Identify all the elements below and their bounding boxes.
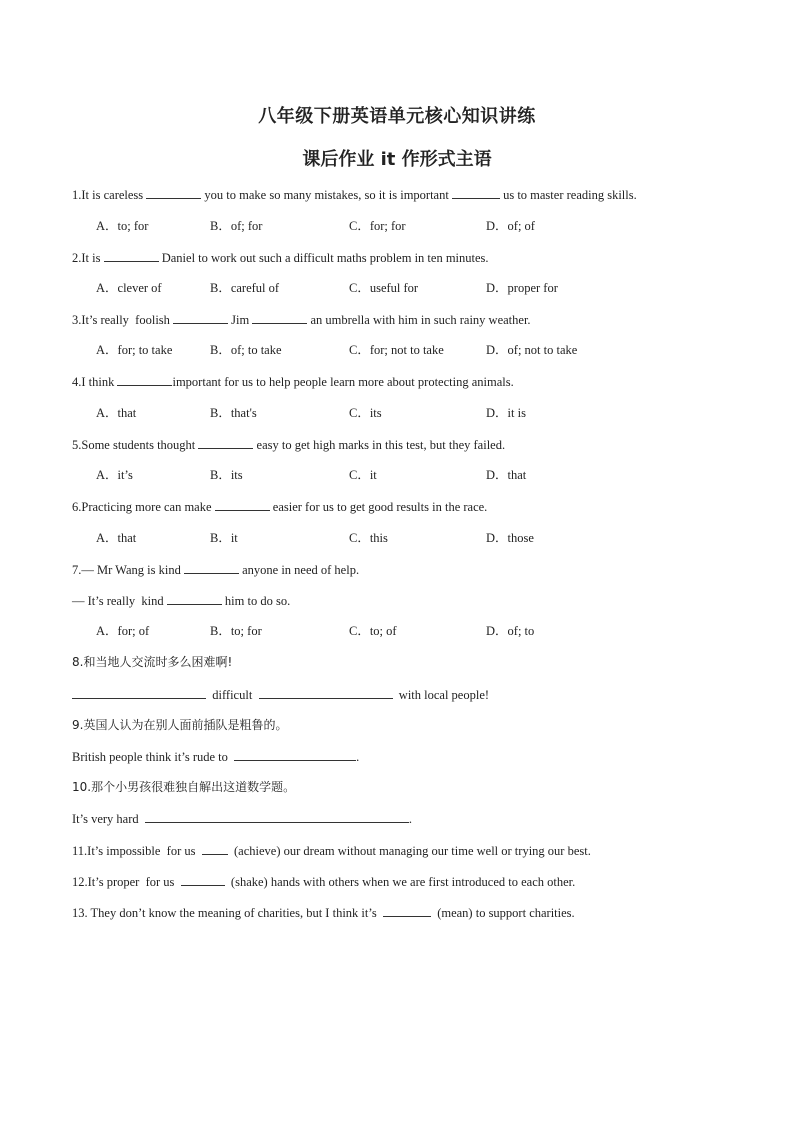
answer-blank[interactable] xyxy=(167,592,222,605)
option-a[interactable]: A．that xyxy=(96,406,137,420)
option-b[interactable]: B．it xyxy=(210,531,238,545)
question-8-answer: difficult with local people! xyxy=(72,686,489,703)
option-a[interactable]: A．clever of xyxy=(96,281,162,295)
answer-blank[interactable] xyxy=(383,904,431,917)
option-c[interactable]: C．its xyxy=(349,406,382,420)
option-b[interactable]: B．its xyxy=(210,468,243,482)
answer-blank[interactable] xyxy=(146,186,201,199)
answer-blank[interactable] xyxy=(234,748,356,761)
option-b[interactable]: B．that's xyxy=(210,406,257,420)
answer-blank[interactable] xyxy=(215,498,270,511)
option-a[interactable]: A．for; to take xyxy=(96,343,173,357)
answer-blank[interactable] xyxy=(104,249,159,262)
question-3: 3.It’s really foolish Jim an umbrella with him in such rainy weather. xyxy=(72,313,531,327)
question-7: 7.— Mr Wang is kind anyone in need of help. xyxy=(72,563,360,577)
option-a[interactable]: A．it’s xyxy=(96,468,133,482)
question-4: 4.I think important for us to help people learn more about protecting animals. xyxy=(72,375,514,389)
option-d[interactable]: D．of; of xyxy=(486,219,535,233)
option-b[interactable]: B．of; to take xyxy=(210,343,282,357)
answer-blank[interactable] xyxy=(72,686,206,699)
answer-blank[interactable] xyxy=(145,810,409,823)
option-c[interactable]: C．for; not to take xyxy=(349,343,444,357)
answer-blank[interactable] xyxy=(198,436,253,449)
answer-blank[interactable] xyxy=(181,873,225,886)
option-c[interactable]: C．it xyxy=(349,468,377,482)
option-c[interactable]: C．to; of xyxy=(349,624,397,638)
option-d[interactable]: D．of; not to take xyxy=(486,343,578,357)
option-c[interactable]: C．this xyxy=(349,531,388,545)
option-c[interactable]: C．useful for xyxy=(349,281,419,295)
question-1: 1.It is careless you to make so many mistakes, so it is important us to master reading skills. xyxy=(72,188,637,202)
option-b[interactable]: B．of; for xyxy=(210,219,263,233)
answer-blank[interactable] xyxy=(452,186,500,199)
question-6: 6.Practicing more can make easier for us to get good results in the race. xyxy=(72,500,488,514)
option-a[interactable]: A．that xyxy=(96,531,137,545)
option-b[interactable]: B．to; for xyxy=(210,624,262,638)
answer-blank[interactable] xyxy=(184,561,239,574)
option-a[interactable]: A．to; for xyxy=(96,219,149,233)
option-d[interactable]: D．that xyxy=(486,468,527,482)
option-d[interactable]: D．proper for xyxy=(486,281,558,295)
question-10-answer: It’s very hard . xyxy=(72,812,413,826)
option-a[interactable]: A．for; of xyxy=(96,624,150,638)
question-13: 13. They don’t know the meaning of charities, but I think it’s (mean) to support charities. xyxy=(72,906,575,920)
answer-blank[interactable] xyxy=(173,311,228,324)
question-2: 2.It is Daniel to work out such a difficult maths problem in ten minutes. xyxy=(72,251,489,265)
option-d[interactable]: D．of; to xyxy=(486,624,535,638)
option-c[interactable]: C．for; for xyxy=(349,219,406,233)
answer-blank[interactable] xyxy=(259,686,393,699)
question-8-prompt: 8.和当地人交流时多么困难啊! xyxy=(72,655,233,669)
question-11: 11.It’s impossible for us (achieve) our dream without managing our time well or trying our best. xyxy=(72,844,591,858)
question-9-prompt: 9.英国人认为在别人面前插队是粗鲁的。 xyxy=(72,718,288,732)
question-7-reply: — It’s really kind him to do so. xyxy=(72,594,291,608)
question-12: 12.It’s proper for us (shake) hands with others when we are first introduced to each other. xyxy=(72,875,576,889)
option-d[interactable]: D．it is xyxy=(486,406,526,420)
question-10-prompt: 10.那个小男孩很难独自解出这道数学题。 xyxy=(72,780,296,794)
question-9-answer: British people think it’s rude to . xyxy=(72,750,360,764)
answer-blank[interactable] xyxy=(252,311,307,324)
page-subtitle: 课后作业 it 作形式主语 xyxy=(302,149,492,170)
option-d[interactable]: D．those xyxy=(486,531,534,545)
answer-blank[interactable] xyxy=(117,373,172,386)
page-title: 八年级下册英语单元核心知识讲练 xyxy=(258,106,536,127)
answer-blank[interactable] xyxy=(202,842,228,855)
option-b[interactable]: B．careful of xyxy=(210,281,280,295)
question-5: 5.Some students thought easy to get high marks in this test, but they failed. xyxy=(72,438,506,452)
